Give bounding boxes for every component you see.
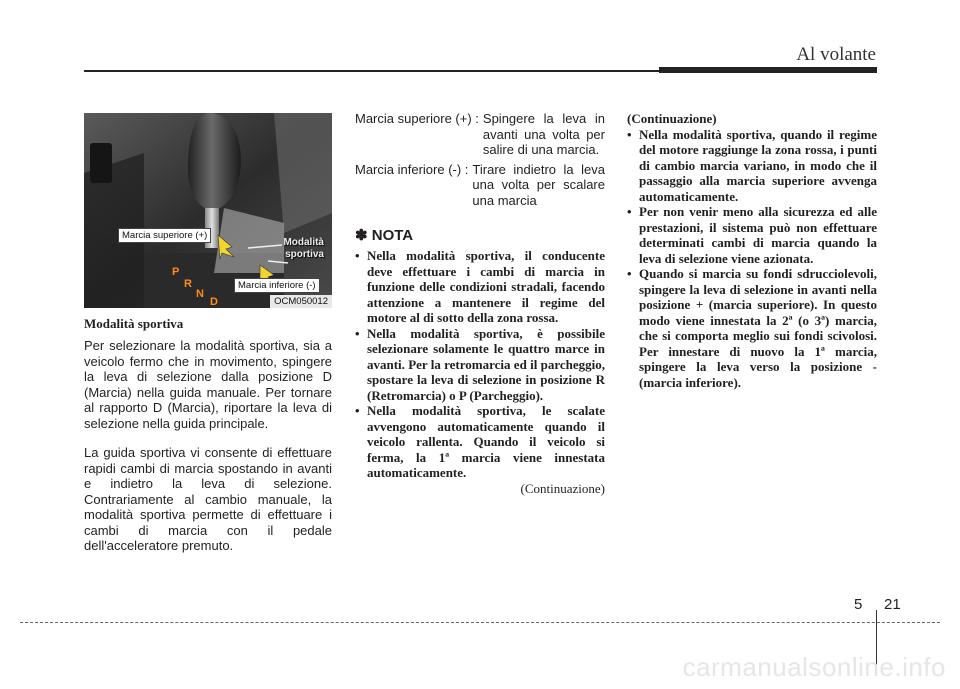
column-3 xyxy=(627,111,877,390)
continued-label: (Continuazione) xyxy=(520,480,605,496)
callout-upper-gear: Marcia superiore (+) xyxy=(118,228,211,243)
list-item: • Nella modalità sportiva, è possibile selezionare solamente le quattro marce in avanti. Per la retromarcia ed il parcheggio, spostare la leva di selezione in posizione R (Retromarcia) o P (Parcheggio). xyxy=(355,326,605,404)
list-item: • Nella modalità sportiva, le scalate avvengono automaticamente quando il veicolo rallenta. Quando il veicolo si ferma, la 1ª marcia viene innestata automaticamente. xyxy=(355,403,605,481)
gate-letter-d: D xyxy=(210,296,218,308)
chapter-title: Al volante xyxy=(796,44,876,65)
list-item: • Nella modalità sportiva, il conducente deve effettuare i cambi di marcia in funzione delle condizioni stradali, facendo attenzione a mantenere il regime del motore al di sotto della zona rossa. xyxy=(355,248,605,326)
gear-up-text: Spingere la leva in avanti una volta per salire di una marcia. xyxy=(482,111,605,157)
figure-code: OCM050012 xyxy=(270,295,332,308)
gear-up-term: Marcia superiore (+) : xyxy=(355,111,479,126)
header-rule-accent xyxy=(659,67,877,73)
page-number: 21 xyxy=(884,596,901,613)
paragraph: Per selezionare la modalità sportiva, sia a veicolo fermo che in movimento, spingere la leva di selezione dalla posizione D (Marcia) nella guida manuale. Per tornare al rapporto D (Marcia), riportare la leva di selezione nella guida principale. xyxy=(84,338,332,431)
gear-down-term: Marcia inferiore (-) : xyxy=(355,161,469,177)
sport-mode-label: Modalità sportiva xyxy=(283,237,324,260)
footer-rule xyxy=(20,622,940,623)
callout-lower-gear: Marcia inferiore (-) xyxy=(234,278,320,293)
list-item: • Per non venir meno alla sicurezza ed alle prestazioni, il sistema può non effettuare determinati cambi di marcia quando la leva di selezione viene azionata. xyxy=(627,204,877,266)
gear-up-definition xyxy=(355,111,605,158)
gear-down-definition xyxy=(355,162,605,209)
note-title: NOTA xyxy=(371,227,414,244)
column-2 xyxy=(355,111,605,496)
paragraph: La guida sportiva vi consente di effettuare rapidi cambi di marcia spostando in avanti e indietro la leva di selezione. Contrariamente al cambio manuale, la modalità sportiva permette di effettuare i cambi di marcia con il pedale dell'acceleratore premuto. xyxy=(84,445,332,553)
gear-shifter-photo xyxy=(84,113,332,308)
header-rule xyxy=(84,70,659,72)
gate-letter-p: P xyxy=(172,266,180,278)
note-heading xyxy=(355,226,605,244)
column-1 xyxy=(84,316,332,554)
section-number: 5 xyxy=(854,596,863,613)
list-item: • Nella modalità sportiva, quando il regime del motore raggiunge la zona rossa, i punti di cambio marcia variano, in modo che il passaggio alla marcia superiore avvenga automaticamente. xyxy=(627,127,877,205)
list-item: • Quando si marcia su fondi sdrucciolevoli, spingere la leva di selezione in avanti nella posizione + (marcia superiore). In questo modo viene innestata la 2ª (o 3ª) marcia, che si comporta meglio sui fondi scivolosi. Per innestare di nuovo la 1ª marcia, spingere la leva verso la posizione - (marcia inferiore). xyxy=(627,266,877,390)
note-bullet-list xyxy=(355,248,605,481)
section-heading: Modalità sportiva xyxy=(84,316,184,331)
continued-label: (Continuazione) xyxy=(627,111,717,126)
gate-letter-r: R xyxy=(184,278,192,290)
watermark: carmanualsonline.info xyxy=(682,652,946,682)
note-bullet-list-continued xyxy=(627,127,877,391)
note-icon: ✽ xyxy=(355,227,368,244)
gear-down-text: Tirare indietro la leva una volta per scalare una marcia xyxy=(472,161,605,208)
gate-letter-n: N xyxy=(196,288,204,300)
